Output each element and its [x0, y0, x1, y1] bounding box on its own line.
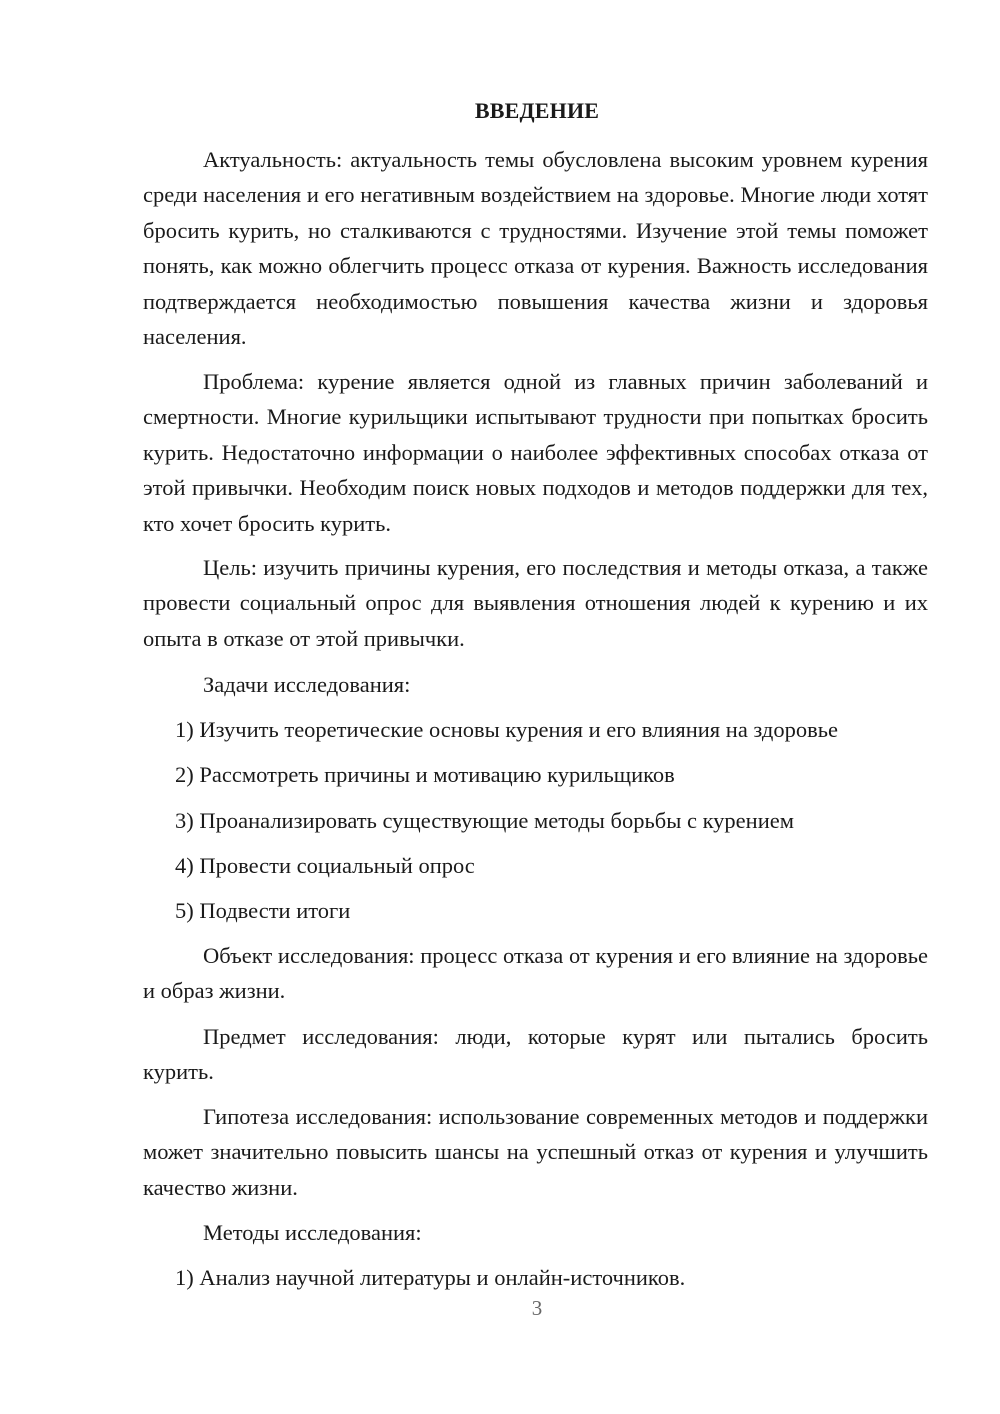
tasks-title: Задачи исследования:	[203, 672, 411, 697]
hypothesis-paragraph: Гипотеза исследования: использование современных методов и поддержки может значительно повысить шансы на успешный отказ от курения и улучшить качество жизни.	[143, 1104, 928, 1200]
problem-paragraph: Проблема: курение является одной из главных причин заболеваний и смертности. Многие курильщики испытывают трудности при попытках бросить курить. Недостаточно информации о наиболее эффективных способах отказа от этой привычки. Необходим поиск новых подходов и методов поддержки для тех, кто хочет бросить курить.	[143, 369, 928, 536]
page-title: ВВЕДЕНИЕ	[474, 98, 600, 123]
task-item: 2) Рассмотреть причины и мотивацию курильщиков	[175, 762, 675, 787]
goal-paragraph: Цель: изучить причины курения, его последствия и методы отказа, а также провести социальный опрос для выявления отношения людей к курению и их опыта в отказе от этой привычки.	[143, 555, 928, 651]
relevance-paragraph: Актуальность: актуальность темы обусловлена высоким уровнем курения среди населения и его негативным воздействием на здоровье. Многие люди хотят бросить курить, но сталкиваются с трудностями. Изучение этой темы поможет понять, как можно облегчить процесс отказа от курения. Важность исследования подтверждается необходимостью повышения качества жизни и здоровья населения.	[143, 147, 928, 350]
task-item: 3) Проанализировать существующие методы борьбы с курением	[175, 808, 794, 833]
page-number: 3	[531, 1296, 543, 1320]
methods-title: Методы исследования:	[203, 1220, 422, 1245]
task-item: 1) Изучить теоретические основы курения и его влияния на здоровье	[175, 717, 838, 742]
method-item: 1) Анализ научной литературы и онлайн-источников.	[175, 1265, 686, 1290]
object-paragraph: Объект исследования: процесс отказа от курения и его влияние на здоровье и образ жизни.	[143, 943, 928, 1004]
task-item: 4) Провести социальный опрос	[175, 853, 475, 878]
subject-paragraph: Предмет исследования: люди, которые курят или пытались бросить курить.	[143, 1024, 928, 1085]
task-item: 5) Подвести итоги	[175, 898, 351, 923]
